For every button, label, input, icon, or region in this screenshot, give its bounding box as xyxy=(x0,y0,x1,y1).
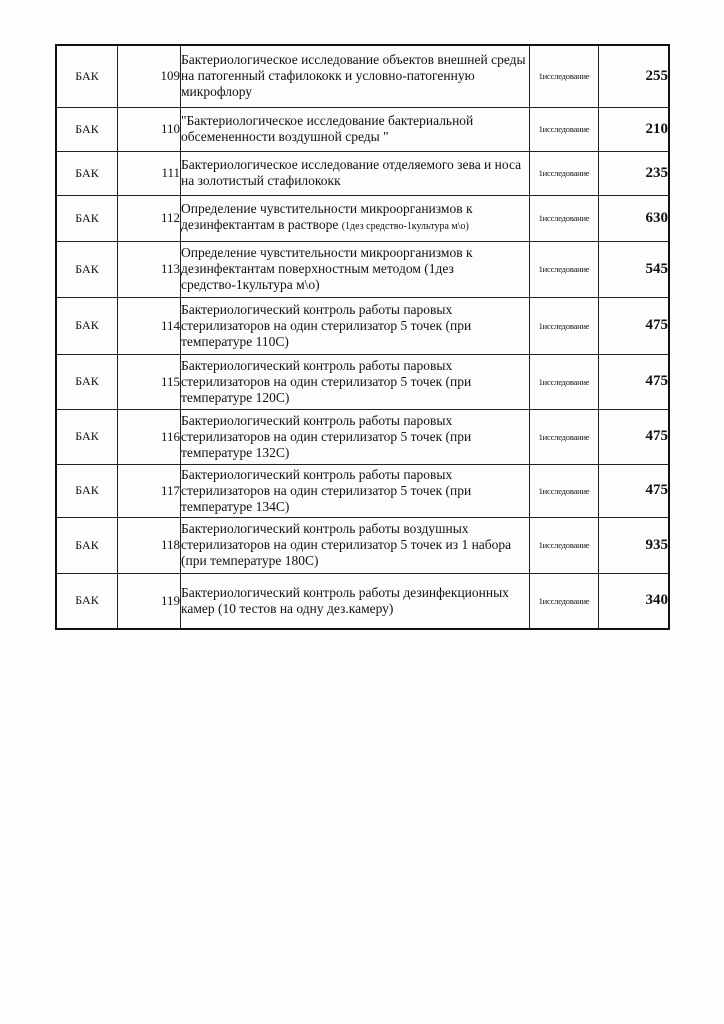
dept-cell: БАК xyxy=(56,151,118,195)
service-name: Бактериологический контроль работы дезинфекционных камер (10 тестов на одну дез.камеру) xyxy=(181,573,530,629)
table-row xyxy=(56,464,669,517)
row-number: 111 xyxy=(118,151,181,195)
unit-cell: 1исследование xyxy=(530,195,599,241)
row-number: 112 xyxy=(118,195,181,241)
price-cell: 235 xyxy=(599,151,670,195)
unit-cell: 1исследование xyxy=(530,573,599,629)
table-row xyxy=(56,195,669,241)
price-cell: 630 xyxy=(599,195,670,241)
table-row xyxy=(56,151,669,195)
row-number: 118 xyxy=(118,517,181,573)
service-name: "Бактериологическое исследование бактериальной обсемененности воздушной среды " xyxy=(181,107,530,151)
unit-cell: 1исследование xyxy=(530,45,599,107)
service-name: Бактериологический контроль работы паровых стерилизаторов на один стерилизатор 5 точек (при температуре 110С) xyxy=(181,297,530,354)
table-row xyxy=(56,45,669,107)
dept-cell: БАК xyxy=(56,464,118,517)
table-row xyxy=(56,573,669,629)
unit-cell: 1исследование xyxy=(530,464,599,517)
dept-cell: БАК xyxy=(56,297,118,354)
table-row xyxy=(56,107,669,151)
dept-cell: БАК xyxy=(56,354,118,409)
row-number: 110 xyxy=(118,107,181,151)
unit-cell: 1исследование xyxy=(530,297,599,354)
row-number: 119 xyxy=(118,573,181,629)
price-cell: 475 xyxy=(599,354,670,409)
row-number: 113 xyxy=(118,241,181,297)
row-number: 114 xyxy=(118,297,181,354)
service-name: Определение чувстительности микроорганизмов к дезинфектантам поверхностным методом (1дез средство-1культура м\о) xyxy=(181,241,530,297)
price-cell: 545 xyxy=(599,241,670,297)
row-number: 117 xyxy=(118,464,181,517)
table-row xyxy=(56,241,669,297)
service-name xyxy=(181,195,530,241)
unit-cell: 1исследование xyxy=(530,151,599,195)
price-cell: 340 xyxy=(599,573,670,629)
table-row xyxy=(56,297,669,354)
price-cell: 475 xyxy=(599,297,670,354)
table-row xyxy=(56,517,669,573)
price-cell: 475 xyxy=(599,464,670,517)
service-name: Бактериологическое исследование отделяемого зева и носа на золотистый стафилококк xyxy=(181,151,530,195)
price-table xyxy=(55,44,670,630)
service-name: Бактериологический контроль работы паровых стерилизаторов на один стерилизатор 5 точек (при температуре 132С) xyxy=(181,409,530,464)
unit-cell: 1исследование xyxy=(530,241,599,297)
unit-cell: 1исследование xyxy=(530,107,599,151)
unit-cell: 1исследование xyxy=(530,517,599,573)
dept-cell: БАК xyxy=(56,573,118,629)
service-name: Бактериологический контроль работы воздушных стерилизаторов на один стерилизатор 5 точек из 1 набора (при температуре 180С) xyxy=(181,517,530,573)
service-name: Бактериологическое исследование объектов внешней среды на патогенный стафилококк и условно-патогенную микрофлору xyxy=(181,45,530,107)
row-number: 116 xyxy=(118,409,181,464)
price-cell: 210 xyxy=(599,107,670,151)
service-name: Бактериологический контроль работы паровых стерилизаторов на один стерилизатор 5 точек (при температуре 120С) xyxy=(181,354,530,409)
unit-cell: 1исследование xyxy=(530,409,599,464)
unit-cell: 1исследование xyxy=(530,354,599,409)
dept-cell: БАК xyxy=(56,517,118,573)
service-name-note: (1дез средство-1культура м\о) xyxy=(341,221,469,232)
price-cell: 475 xyxy=(599,409,670,464)
row-number: 115 xyxy=(118,354,181,409)
dept-cell: БАК xyxy=(56,107,118,151)
row-number: 109 xyxy=(118,45,181,107)
table-row xyxy=(56,354,669,409)
dept-cell: БАК xyxy=(56,241,118,297)
price-cell: 935 xyxy=(599,517,670,573)
service-name: Бактериологический контроль работы паровых стерилизаторов на один стерилизатор 5 точек (при температуре 134С) xyxy=(181,464,530,517)
price-cell: 255 xyxy=(599,45,670,107)
service-name-main: Определение чувстительности микроорганизмов к дезинфектантам в растворе xyxy=(181,201,473,232)
dept-cell: БАК xyxy=(56,45,118,107)
table-row xyxy=(56,409,669,464)
dept-cell: БАК xyxy=(56,195,118,241)
dept-cell: БАК xyxy=(56,409,118,464)
